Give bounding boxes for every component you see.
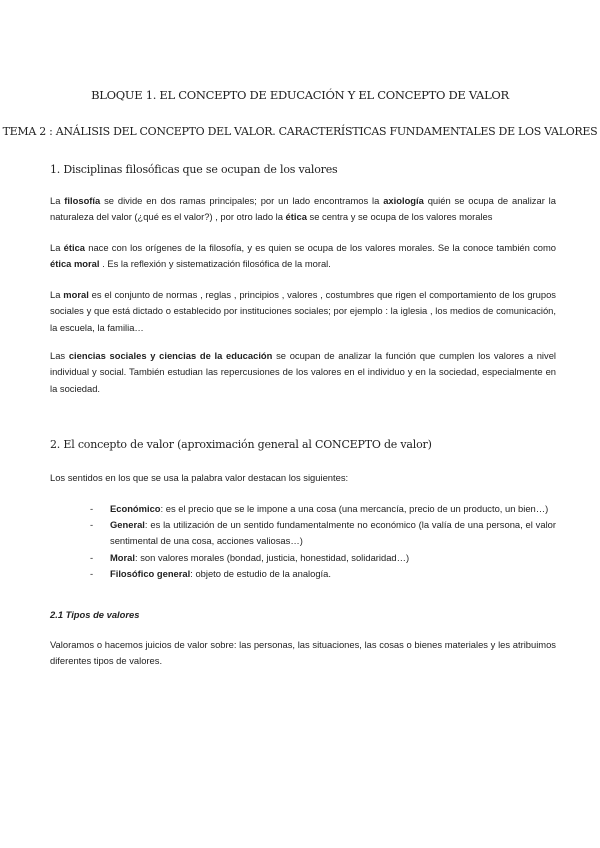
bold-term: General: [110, 519, 145, 531]
text-run: : objeto de estudio de la analogía.: [190, 567, 331, 579]
bold-term: Filosófico general: [110, 567, 191, 579]
dash-marker: -: [90, 519, 94, 531]
text-run: : son valores morales (bondad, justicia, honestidad, solidaridad…): [135, 551, 410, 563]
paragraph-ciencias: [50, 348, 556, 397]
paragraph-sentidos-intro: Los sentidos en los que se usa la palabra valor destacan los siguientes:: [50, 472, 349, 483]
block-title: BLOQUE 1. EL CONCEPTO DE EDUCACIÓN Y EL CONCEPTO DE VALOR: [91, 88, 509, 102]
section-2-heading: 2. El concepto de valor (aproximación general al CONCEPTO de valor): [50, 438, 432, 451]
text-run: Las: [50, 350, 69, 361]
paragraph-tipos-valores: Valoramos o hacemos juicios de valor sobre: las personas, las situaciones, las cosas o bienes materiales y les atribuimos diferentes tipos de valores.: [50, 639, 556, 667]
text-run: se divide en dos ramas principales; por un lado encontramos la: [100, 195, 384, 206]
list-item: [86, 550, 556, 566]
text-run: La: [50, 289, 64, 300]
dash-marker: -: [90, 551, 94, 563]
text-run: La: [50, 242, 64, 253]
bold-term: axiología: [383, 195, 424, 206]
text-run: se ocupan de analizar la función que cumplen los valores a nivel individual y social. También estudian las repercusiones de los valores en el individuo y en la sociedad, especialmente en la sociedad.: [50, 350, 556, 394]
bold-term: ética: [63, 242, 86, 253]
text-run: : es el precio que se le impone a una cosa (una mercancía, precio de un producto, un bien…): [160, 503, 549, 514]
valor-senses-list: [86, 501, 556, 582]
list-item: [86, 517, 556, 549]
text-run: nace con los orígenes de la filosofía, y es quien se ocupa de los valores morales. Se la conoce también como: [85, 242, 556, 253]
dash-marker: -: [90, 567, 94, 579]
text-run: La: [50, 195, 65, 206]
paragraph-moral: [50, 287, 556, 336]
subsection-2-1-heading: 2.1 Tipos de valores: [50, 609, 140, 620]
bold-term: Económico: [110, 503, 161, 514]
text-run: se centra y se ocupa de los valores morales: [306, 211, 493, 223]
paragraph-filosofia: [50, 193, 556, 226]
topic-title: TEMA 2 : ANÁLISIS DEL CONCEPTO DEL VALOR. CARACTERÍSTICAS FUNDAMENTALES DE LOS VALORES: [2, 125, 598, 138]
list-item: [86, 501, 556, 517]
text-run: es el conjunto de normas , reglas , principios , valores , costumbres que rigen el comportamiento de los grupos sociales y que está dictado o establecido por instituciones sociales; por ejemplo : la iglesia , los medios de comunicación, la escuela, la familia…: [50, 289, 556, 333]
bold-term: ética moral: [50, 258, 100, 270]
bold-term: ciencias sociales y ciencias de la educación: [68, 350, 273, 361]
bold-term: ética: [285, 211, 307, 223]
bold-term: filosofía: [64, 195, 101, 206]
text-run: quién se ocupa de analizar la naturaleza del valor (¿qué es el valor?) , por otro lado la: [50, 195, 556, 223]
bold-term: Moral: [110, 551, 136, 563]
text-run: : es la utilización de un sentido fundamentalmente no económico (la valía de una persona, el valor sentimental de una cosa, acciones valiosas…): [110, 519, 556, 547]
paragraph-etica: [50, 240, 556, 273]
bold-term: moral: [63, 289, 89, 300]
dash-marker: -: [90, 503, 94, 514]
text-run: . Es la reflexión y sistematización filosófica de la moral.: [99, 258, 331, 270]
list-item: [86, 566, 556, 582]
section-1-heading: 1. Disciplinas filosóficas que se ocupan de los valores: [50, 163, 338, 176]
